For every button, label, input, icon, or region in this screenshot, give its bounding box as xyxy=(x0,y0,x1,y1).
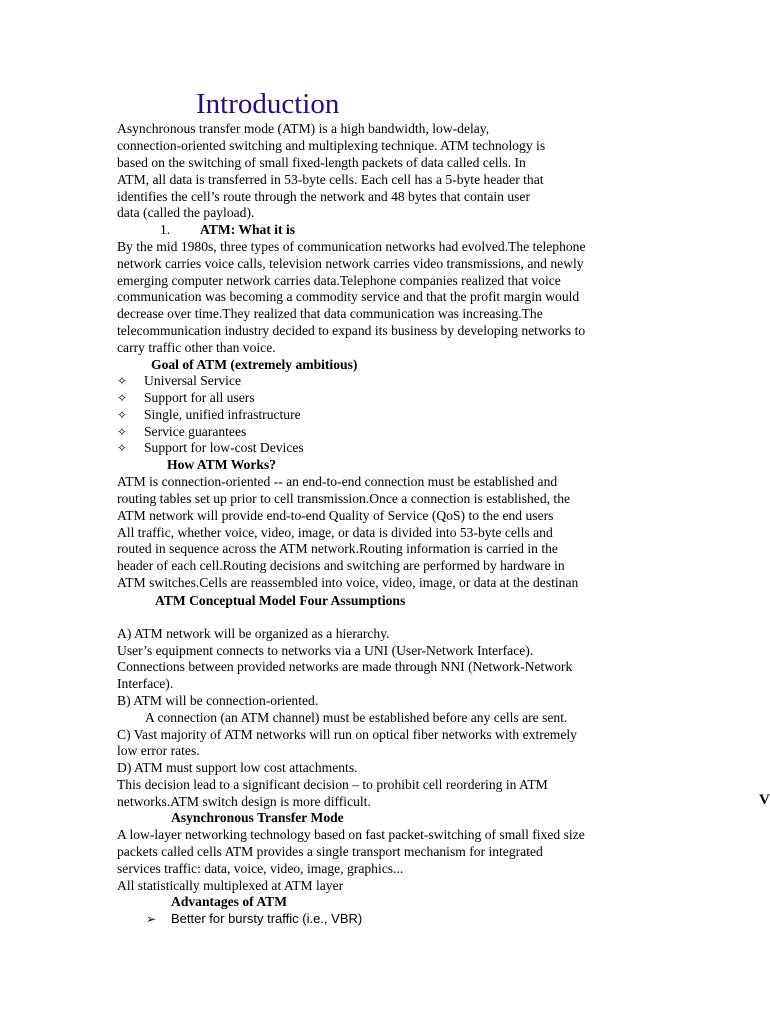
body-line: D) ATM must support low cost attachments. xyxy=(117,760,358,775)
section-number: 1. xyxy=(160,222,171,237)
intro-line: Asynchronous transfer mode (ATM) is a high bandwidth, low-delay, xyxy=(117,121,490,136)
intro-line: data (called the payload). xyxy=(117,205,255,220)
body-line: header of each cell.Routing decisions and switching are performed by hardware in xyxy=(117,558,565,573)
star-bullet-icon: ✧ xyxy=(117,408,128,422)
intro-line: based on the switching of small fixed-length packets of data called cells. In xyxy=(117,155,526,170)
body-line: routed in sequence across the ATM network.Routing information is carried in the xyxy=(117,541,558,556)
body-line: C) Vast majority of ATM networks will run on optical fiber networks with extremely xyxy=(117,727,577,742)
body-line: Interface). xyxy=(117,676,174,691)
list-item xyxy=(117,440,304,456)
body-line: routing tables set up prior to cell transmission.Once a connection is established, the xyxy=(117,491,571,506)
goal-heading: Goal of ATM (extremely ambitious) xyxy=(151,357,358,372)
body-line: low error rates. xyxy=(117,743,200,758)
body-line: This decision lead to a significant decision – to prohibit cell reordering in ATM xyxy=(117,777,548,792)
body-line: User’s equipment connects to networks via a UNI (User-Network Interface). xyxy=(117,643,534,658)
advantages-heading: Advantages of ATM xyxy=(171,894,288,909)
body-line: ATM switches.Cells are reassembled into voice, video, image, or data at the destinan xyxy=(117,575,579,590)
model-heading: ATM Conceptual Model Four Assumptions xyxy=(155,593,406,608)
list-item-text: Support for all users xyxy=(144,390,255,405)
body-line: A low-layer networking technology based on fast packet-switching of small fixed size xyxy=(117,827,585,842)
body-line: All statistically multiplexed at ATM layer xyxy=(117,878,344,893)
page-title: Introduction xyxy=(196,88,340,120)
intro-line: connection-oriented switching and multiplexing technique. ATM technology is xyxy=(117,138,546,153)
body-line: emerging computer network carries data.Telephone companies realized that voice xyxy=(117,273,561,288)
body-line: All traffic, whether voice, video, image, or data is divided into 53-byte cells and xyxy=(117,525,553,540)
body-line: network carries voice calls, television network carries video transmissions, and newly xyxy=(117,256,584,271)
body-line: ATM network will provide end-to-end Quality of Service (QoS) to the end users xyxy=(117,508,554,523)
body-line: By the mid 1980s, three types of communication networks had evolved.The telephone xyxy=(117,239,586,254)
intro-line: identifies the cell’s route through the network and 48 bytes that contain user xyxy=(117,189,530,204)
body-line: telecommunication industry decided to expand its business by developing networks to xyxy=(117,323,586,338)
list-item xyxy=(117,373,241,389)
star-bullet-icon: ✧ xyxy=(117,374,128,388)
body-line: Connections between provided networks are made through NNI (Network-Network xyxy=(117,659,573,674)
body-line: communication was becoming a commodity service and that the profit margin would xyxy=(117,289,580,304)
body-line: services traffic: data, voice, video, image, graphics... xyxy=(117,861,404,876)
list-item xyxy=(117,390,255,406)
star-bullet-icon: ✧ xyxy=(117,425,128,439)
list-item xyxy=(146,911,362,927)
list-item-text: Single, unified infrastructure xyxy=(144,407,301,422)
list-item xyxy=(117,424,246,440)
list-item-text: Service guarantees xyxy=(144,424,247,439)
body-line: ATM is connection-oriented -- an end-to-end connection must be established and xyxy=(117,474,558,489)
list-item-text: Universal Service xyxy=(144,373,242,388)
async-heading: Asynchronous Transfer Mode xyxy=(171,810,344,825)
clipped-edge-text: V xyxy=(759,792,770,808)
body-line: A) ATM network will be organized as a hierarchy. xyxy=(117,626,390,641)
body-line: packets called cells ATM provides a single transport mechanism for integrated xyxy=(117,844,543,859)
list-item xyxy=(117,407,301,423)
body-line: A connection (an ATM channel) must be established before any cells are sent. xyxy=(145,710,568,725)
list-item-text: Support for low-cost Devices xyxy=(144,440,304,455)
how-heading: How ATM Works? xyxy=(167,457,277,472)
star-bullet-icon: ✧ xyxy=(117,391,128,405)
section-heading: ATM: What it is xyxy=(200,222,296,237)
body-line: decrease over time.They realized that data communication was increasing.The xyxy=(117,306,543,321)
body-line: networks.ATM switch design is more difficult. xyxy=(117,794,371,809)
body-line: carry traffic other than voice. xyxy=(117,340,276,355)
body-line: B) ATM will be connection-oriented. xyxy=(117,693,319,708)
intro-line: ATM, all data is transferred in 53-byte cells. Each cell has a 5-byte header that xyxy=(117,172,544,187)
list-item-text: Better for bursty traffic (i.e., VBR) xyxy=(171,911,363,926)
arrow-bullet-icon: ➢ xyxy=(146,912,157,926)
star-bullet-icon: ✧ xyxy=(117,441,128,455)
